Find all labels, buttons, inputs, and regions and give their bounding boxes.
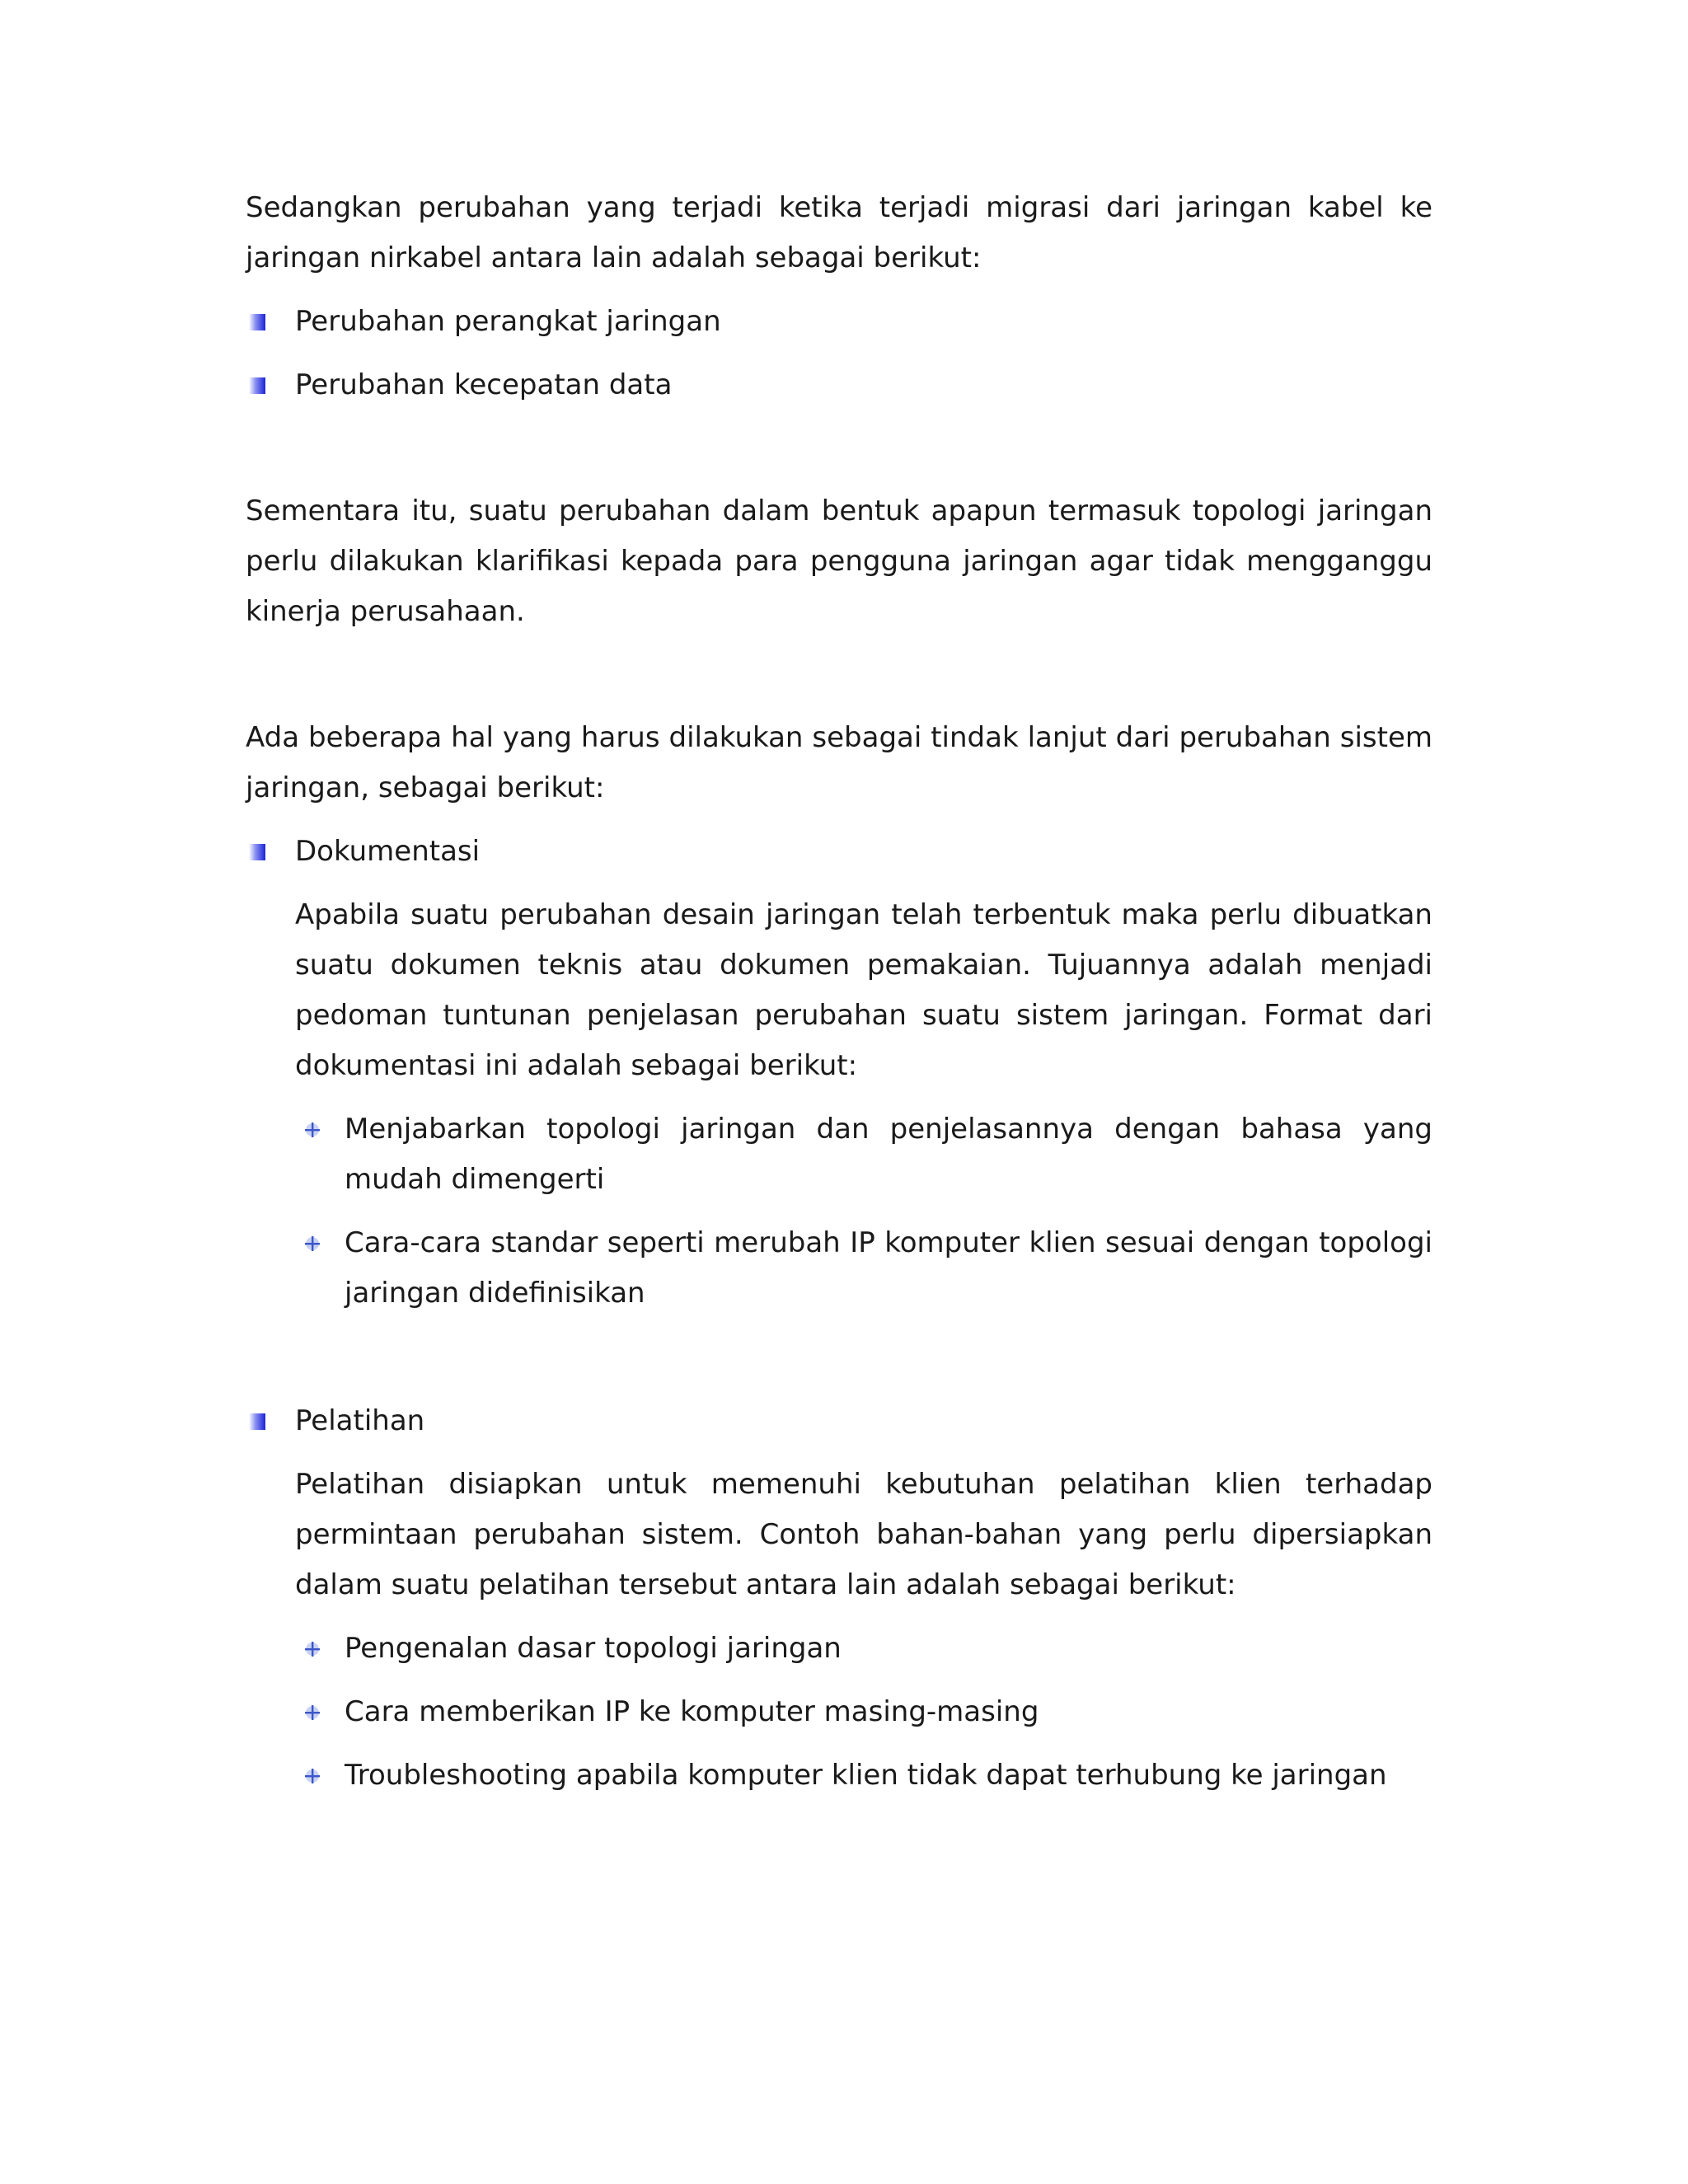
section-body: Apabila suatu perubahan desain jaringan telah terbentuk maka perlu dibuatkan suatu dokumen teknis atau dokumen pemakaian. Tujuannya adalah menjadi pedoman tuntunan penjelasan perubahan suatu sistem jaringan. Format dari dokumentasi ini adalah sebagai berikut:: [295, 898, 1432, 1082]
document-page: [246, 183, 1432, 1801]
list-item: [246, 1218, 1432, 1319]
section-title: Pelatihan: [295, 1404, 425, 1437]
plus-bullet-icon: [303, 1235, 321, 1253]
section-dokumentasi: [246, 827, 1432, 877]
list-item: [246, 1750, 1432, 1801]
list-item-text: Pengenalan dasar topologi jaringan: [345, 1632, 842, 1665]
intro-paragraph: Sedangkan perubahan yang terjadi ketika terjadi migrasi dari jaringan kabel ke jaringan nirkabel antara lain adalah sebagai berikut:: [246, 191, 1432, 274]
list-item-text: Troubleshooting apabila komputer klien tidak dapat terhubung ke jaringan: [345, 1759, 1387, 1792]
list-item: [246, 1624, 1432, 1674]
square-bullet-icon: [249, 314, 265, 330]
plus-bullet-icon: [303, 1640, 321, 1658]
plus-bullet-icon: [303, 1704, 321, 1722]
list-item-text: Cara memberikan IP ke komputer masing-masing: [345, 1695, 1039, 1728]
list-item: [246, 1687, 1432, 1737]
list-item: [246, 1104, 1432, 1205]
list-item-text: Perubahan perangkat jaringan: [295, 305, 721, 338]
square-bullet-icon: [249, 377, 265, 394]
list-item: [246, 297, 1432, 347]
list-item-text: Perubahan kecepatan data: [295, 368, 673, 401]
list-item-text: Menjabarkan topologi jaringan dan penjelasannya dengan bahasa yang mudah dimengerti: [345, 1113, 1432, 1196]
clarification-paragraph: Sementara itu, suatu perubahan dalam bentuk apapun termasuk topologi jaringan perlu dilakukan klarifikasi kepada para pengguna jaringan agar tidak mengganggu kinerja perusahaan.: [246, 494, 1432, 628]
section-pelatihan: [246, 1396, 1432, 1446]
square-bullet-icon: [249, 1413, 265, 1430]
section-title: Dokumentasi: [295, 835, 481, 868]
section-body: Pelatihan disiapkan untuk memenuhi kebutuhan pelatihan klien terhadap permintaan perubahan sistem. Contoh bahan-bahan yang perlu dipersiapkan dalam suatu pelatihan tersebut antara lain adalah sebagai berikut:: [295, 1468, 1432, 1601]
list-item-text: Cara-cara standar seperti merubah IP komputer klien sesuai dengan topologi jaringan didefinisikan: [345, 1226, 1432, 1310]
plus-bullet-icon: [303, 1767, 321, 1785]
square-bullet-icon: [249, 844, 265, 860]
follow-up-paragraph: Ada beberapa hal yang harus dilakukan sebagai tindak lanjut dari perubahan sistem jaringan, sebagai berikut:: [246, 721, 1432, 804]
plus-bullet-icon: [303, 1121, 321, 1139]
list-item: [246, 360, 1432, 410]
